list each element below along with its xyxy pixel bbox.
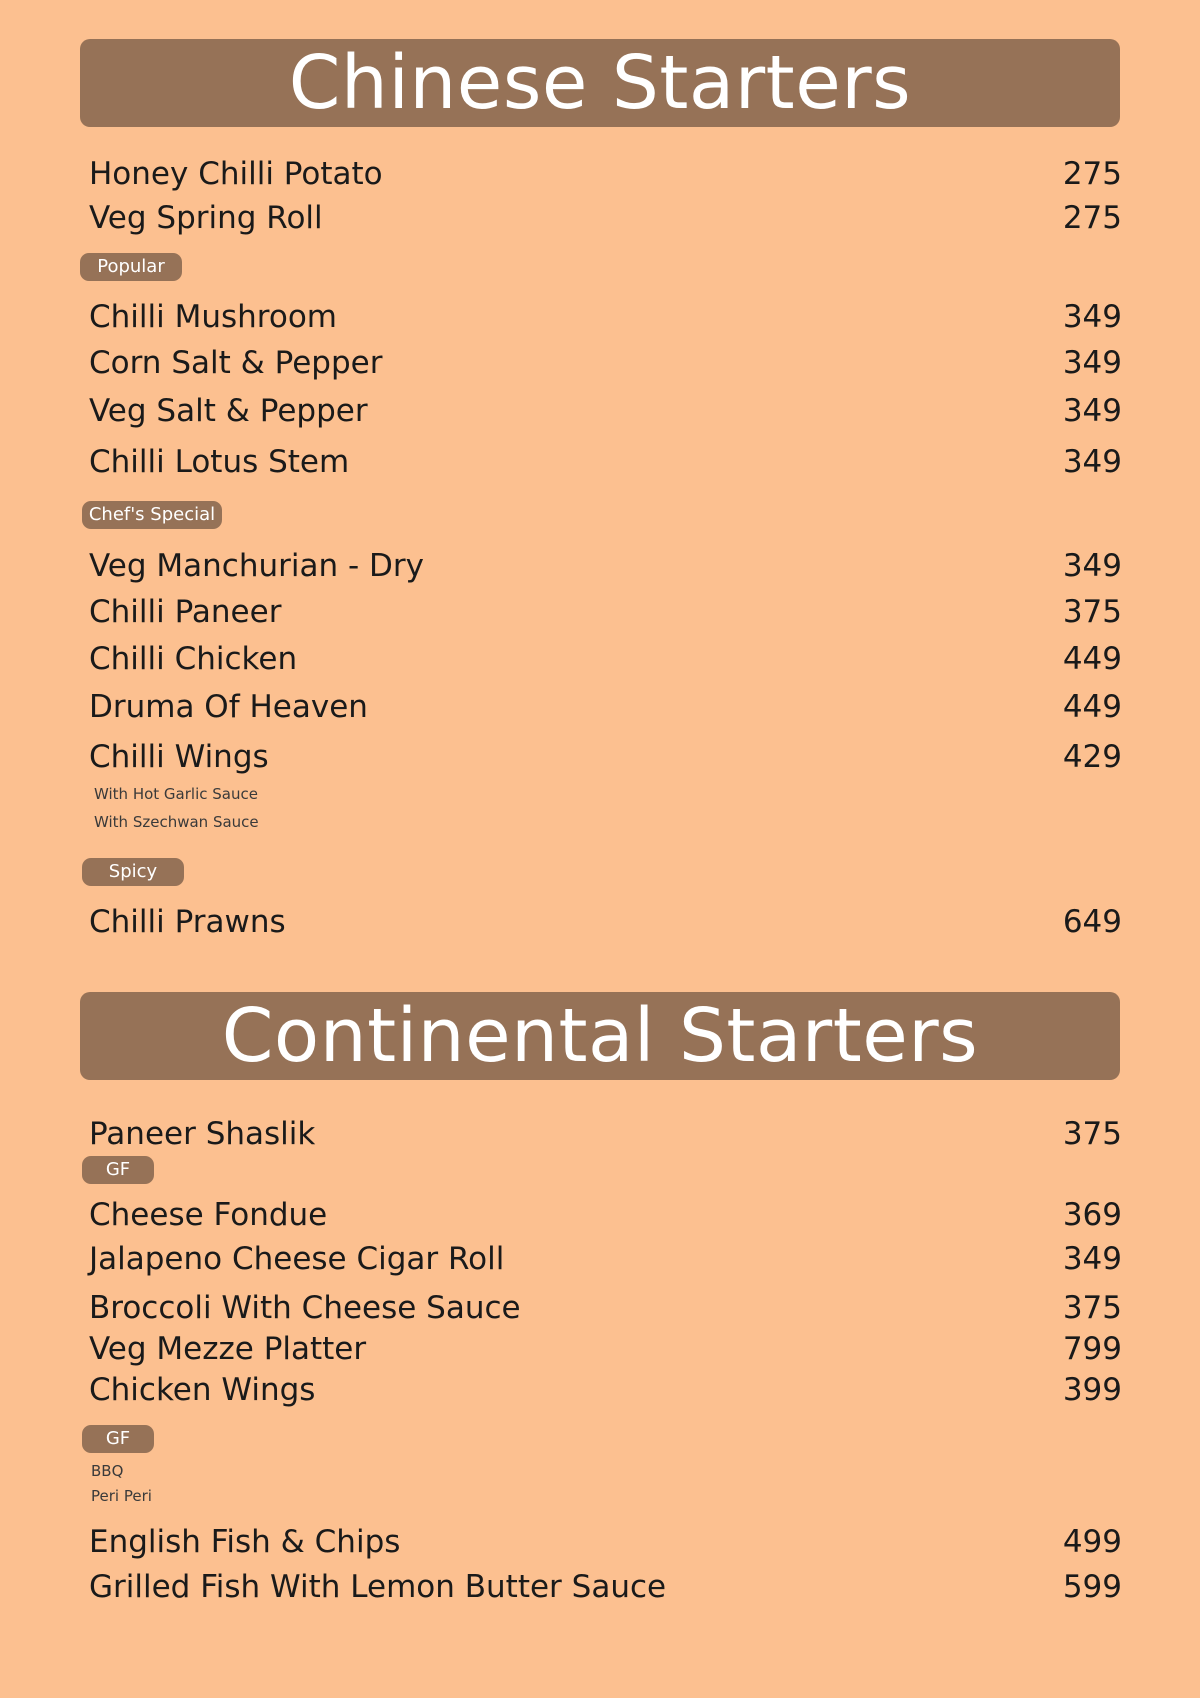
menu-item-price: 449 [1062, 689, 1122, 725]
menu-item [89, 901, 1122, 943]
menu-item-price: 649 [1062, 904, 1122, 940]
menu-item [89, 1287, 1122, 1329]
menu-item-price: 399 [1062, 1372, 1122, 1408]
menu-item [89, 1194, 1122, 1236]
chefs-special-tag: Chef's Special [82, 501, 222, 529]
menu-item-name: Cheese Fondue [89, 1197, 328, 1233]
menu-item [89, 545, 1122, 587]
menu-item-price: 599 [1062, 1569, 1122, 1605]
menu-item [89, 342, 1122, 384]
menu-item-price: 375 [1062, 1116, 1122, 1152]
menu-item [89, 591, 1122, 633]
menu-item-name: Jalapeno Cheese Cigar Roll [89, 1241, 505, 1277]
menu-item-name: Grilled Fish With Lemon Butter Sauce [89, 1569, 667, 1605]
menu-item-price: 799 [1062, 1331, 1122, 1367]
menu-item-price: 349 [1062, 444, 1122, 480]
menu-item-name: Chilli Mushroom [89, 299, 337, 335]
menu-item-name: Veg Mezze Platter [89, 1331, 367, 1367]
menu-item [89, 390, 1122, 432]
item-note: Peri Peri [91, 1487, 152, 1505]
menu-item-name: Veg Manchurian - Dry [89, 548, 424, 584]
menu-item-price: 349 [1062, 345, 1122, 381]
menu-item-name: Chilli Lotus Stem [89, 444, 350, 480]
gluten-free-tag: GF [82, 1425, 154, 1453]
menu-item-name: Honey Chilli Potato [89, 156, 383, 192]
menu-item-name: Chilli Wings [89, 739, 269, 775]
spicy-tag: Spicy [82, 858, 184, 886]
menu-item [89, 1369, 1122, 1411]
menu-item [89, 1566, 1122, 1608]
menu-item-name: Corn Salt & Pepper [89, 345, 383, 381]
menu-item-name: English Fish & Chips [89, 1524, 401, 1560]
menu-item-name: Druma Of Heaven [89, 689, 368, 725]
menu-item-price: 375 [1062, 1290, 1122, 1326]
menu-item [89, 1521, 1122, 1563]
menu-item [89, 153, 1122, 195]
menu-item-price: 429 [1062, 739, 1122, 775]
menu-item-name: Broccoli With Cheese Sauce [89, 1290, 521, 1326]
menu-item [89, 441, 1122, 483]
gluten-free-tag: GF [82, 1156, 154, 1184]
menu-item-price: 275 [1062, 156, 1122, 192]
menu-item-price: 349 [1062, 1241, 1122, 1277]
menu-item-price: 349 [1062, 299, 1122, 335]
menu-item [89, 197, 1122, 239]
item-note: With Hot Garlic Sauce [94, 785, 258, 803]
menu-item-name: Chilli Chicken [89, 641, 298, 677]
menu-item-price: 275 [1062, 200, 1122, 236]
menu-item-price: 349 [1062, 393, 1122, 429]
menu-item-name: Paneer Shaslik [89, 1116, 316, 1152]
menu-item-name: Chilli Paneer [89, 594, 282, 630]
menu-item [89, 638, 1122, 680]
menu-item-price: 499 [1062, 1524, 1122, 1560]
section-header-continental: Continental Starters [80, 992, 1120, 1080]
menu-item-name: Chicken Wings [89, 1372, 316, 1408]
menu-item-price: 449 [1062, 641, 1122, 677]
menu-item-price: 349 [1062, 548, 1122, 584]
menu-item-price: 369 [1062, 1197, 1122, 1233]
menu-item-name: Chilli Prawns [89, 904, 286, 940]
menu-item [89, 296, 1122, 338]
menu-item [89, 1113, 1122, 1155]
menu-item [89, 1238, 1122, 1280]
menu-item [89, 1328, 1122, 1370]
item-note: With Szechwan Sauce [94, 813, 259, 831]
menu-item-name: Veg Salt & Pepper [89, 393, 368, 429]
popular-tag: Popular [80, 253, 182, 281]
menu-item-price: 375 [1062, 594, 1122, 630]
menu-item [89, 686, 1122, 728]
section-header-chinese: Chinese Starters [80, 39, 1120, 127]
item-note: BBQ [91, 1462, 124, 1480]
menu-item [89, 736, 1122, 778]
menu-item-name: Veg Spring Roll [89, 200, 323, 236]
